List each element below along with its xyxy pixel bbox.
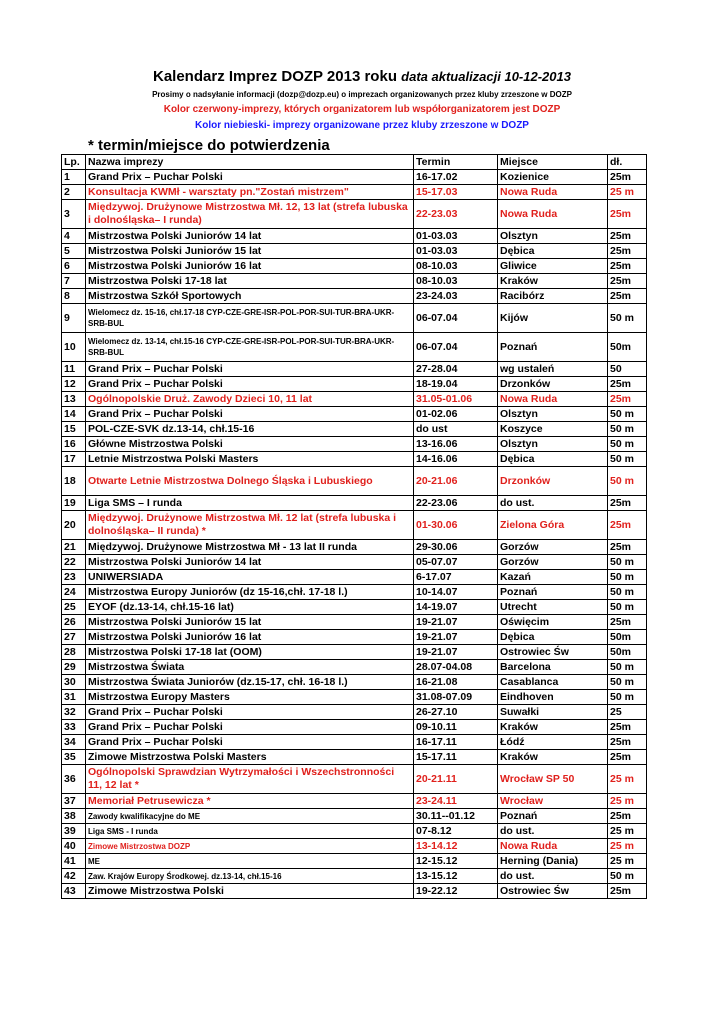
- cell-date: 22-23.06: [414, 496, 498, 511]
- cell-lp: 10: [62, 333, 86, 362]
- cell-date: 26-27.10: [414, 705, 498, 720]
- cell-name: Otwarte Letnie Mistrzostwa Dolnego Śląska i Lubuskiego: [86, 467, 414, 496]
- cell-date: 19-21.07: [414, 630, 498, 645]
- cell-lp: 9: [62, 304, 86, 333]
- cell-length: 25m: [608, 200, 647, 229]
- cell-lp: 24: [62, 585, 86, 600]
- cell-length: 50 m: [608, 869, 647, 884]
- cell-name: Mistrzostwa Polski Juniorów 15 lat: [86, 615, 414, 630]
- cell-name: Mistrzostwa Świata Juniorów (dz.15-17, chł. 16-18 l.): [86, 675, 414, 690]
- cell-length: 50 m: [608, 452, 647, 467]
- cell-date: 07-8.12: [414, 824, 498, 839]
- cell-name: EYOF (dz.13-14, chł.15-16 lat): [86, 600, 414, 615]
- cell-lp: 34: [62, 735, 86, 750]
- cell-length: 25 m: [608, 824, 647, 839]
- cell-date: do ust: [414, 422, 498, 437]
- cell-date: 14-16.06: [414, 452, 498, 467]
- cell-lp: 33: [62, 720, 86, 735]
- cell-place: Oświęcim: [498, 615, 608, 630]
- table-row: [62, 600, 647, 615]
- cell-name: Międzywoj. Drużynowe Mistrzostwa Mł. 12 lat (strefa lubuska i dolnośląska– II runda) *: [86, 511, 414, 540]
- cell-place: Nowa Ruda: [498, 392, 608, 407]
- table-row: [62, 720, 647, 735]
- cell-date: 27-28.04: [414, 362, 498, 377]
- cell-date: 16-21.08: [414, 675, 498, 690]
- cell-place: Nowa Ruda: [498, 185, 608, 200]
- cell-length: 50 m: [608, 570, 647, 585]
- table-row: [62, 304, 647, 333]
- table-row: [62, 570, 647, 585]
- table-row: [62, 645, 647, 660]
- cell-place: Utrecht: [498, 600, 608, 615]
- cell-length: 50 m: [608, 690, 647, 705]
- cell-place: Olsztyn: [498, 229, 608, 244]
- cell-name: Wielomecz dz. 13-14, chł.15-16 CYP-CZE-GRE-ISR-POL-POR-SUI-TUR-BRA-UKR-SRB-BUL: [86, 333, 414, 362]
- cell-name: Konsultacja KWMł - warsztaty pn."Zostań mistrzem": [86, 185, 414, 200]
- cell-lp: 20: [62, 511, 86, 540]
- cell-length: 25m: [608, 540, 647, 555]
- cell-name: UNIWERSIADA: [86, 570, 414, 585]
- table-row: [62, 794, 647, 809]
- table-row: [62, 511, 647, 540]
- cell-lp: 23: [62, 570, 86, 585]
- table-row: [62, 585, 647, 600]
- table-row: [62, 839, 647, 854]
- cell-name: Międzywoj. Drużynowe Mistrzostwa Mł - 13 lat II runda: [86, 540, 414, 555]
- cell-place: Kraków: [498, 720, 608, 735]
- cell-date: 28.07-04.08: [414, 660, 498, 675]
- cell-name: ME: [86, 854, 414, 869]
- cell-length: 50m: [608, 645, 647, 660]
- cell-length: 50 m: [608, 555, 647, 570]
- cell-place: Wrocław: [498, 794, 608, 809]
- cell-place: do ust.: [498, 869, 608, 884]
- cell-date: 22-23.03: [414, 200, 498, 229]
- cell-name: Mistrzostwa Polski Juniorów 14 lat: [86, 229, 414, 244]
- cell-length: 50 m: [608, 407, 647, 422]
- cell-name: Zawody kwalifikacyjne do ME: [86, 809, 414, 824]
- cell-length: 50m: [608, 333, 647, 362]
- cell-lp: 21: [62, 540, 86, 555]
- cell-lp: 29: [62, 660, 86, 675]
- cell-name: Zimowe Mistrzostwa Polski: [86, 884, 414, 899]
- table-row: [62, 690, 647, 705]
- cell-lp: 16: [62, 437, 86, 452]
- table-row: [62, 750, 647, 765]
- cell-place: Gliwice: [498, 259, 608, 274]
- table-row: [62, 274, 647, 289]
- cell-date: 13-15.12: [414, 869, 498, 884]
- cell-name: Mistrzostwa Europy Masters: [86, 690, 414, 705]
- cell-date: 13-16.06: [414, 437, 498, 452]
- table-row: [62, 884, 647, 899]
- cell-name: Memoriał Petrusewicza *: [86, 794, 414, 809]
- table-row: [62, 496, 647, 511]
- cell-name: Grand Prix – Puchar Polski: [86, 720, 414, 735]
- cell-lp: 36: [62, 765, 86, 794]
- cell-name: Mistrzostwa Polski 17-18 lat (OOM): [86, 645, 414, 660]
- column-header-place: Miejsce: [498, 155, 608, 170]
- cell-name: Grand Prix – Puchar Polski: [86, 170, 414, 185]
- table-row: [62, 437, 647, 452]
- cell-lp: 40: [62, 839, 86, 854]
- cell-lp: 1: [62, 170, 86, 185]
- cell-name: Mistrzostwa Polski Juniorów 15 lat: [86, 244, 414, 259]
- table-row: [62, 824, 647, 839]
- cell-name: Grand Prix – Puchar Polski: [86, 362, 414, 377]
- cell-length: 25m: [608, 377, 647, 392]
- cell-date: 19-21.07: [414, 615, 498, 630]
- cell-name: Mistrzostwa Szkół Sportowych: [86, 289, 414, 304]
- cell-name: Mistrzostwa Świata: [86, 660, 414, 675]
- table-row: [62, 422, 647, 437]
- cell-place: Olsztyn: [498, 407, 608, 422]
- cell-place: Dębica: [498, 244, 608, 259]
- cell-place: Eindhoven: [498, 690, 608, 705]
- cell-length: 25m: [608, 289, 647, 304]
- cell-place: Olsztyn: [498, 437, 608, 452]
- table-row: [62, 244, 647, 259]
- cell-length: 25 m: [608, 185, 647, 200]
- cell-place: Gorzów: [498, 555, 608, 570]
- cell-length: 50 m: [608, 660, 647, 675]
- cell-length: 25m: [608, 615, 647, 630]
- cell-lp: 2: [62, 185, 86, 200]
- cell-length: 25m: [608, 496, 647, 511]
- cell-name: Mistrzostwa Polski Juniorów 16 lat: [86, 630, 414, 645]
- table-row: [62, 467, 647, 496]
- cell-length: 50 m: [608, 437, 647, 452]
- table-row: [62, 735, 647, 750]
- cell-lp: 27: [62, 630, 86, 645]
- cell-lp: 7: [62, 274, 86, 289]
- cell-name: Liga SMS – I runda: [86, 496, 414, 511]
- cell-lp: 11: [62, 362, 86, 377]
- cell-lp: 39: [62, 824, 86, 839]
- column-header-date: Termin: [414, 155, 498, 170]
- table-row: [62, 289, 647, 304]
- cell-lp: 38: [62, 809, 86, 824]
- cell-place: wg ustaleń: [498, 362, 608, 377]
- cell-place: Dębica: [498, 452, 608, 467]
- cell-lp: 3: [62, 200, 86, 229]
- cell-lp: 30: [62, 675, 86, 690]
- cell-date: 16-17.11: [414, 735, 498, 750]
- cell-length: 25m: [608, 274, 647, 289]
- column-header-length: dł.: [608, 155, 647, 170]
- cell-place: Drzonków: [498, 377, 608, 392]
- cell-name: Grand Prix – Puchar Polski: [86, 407, 414, 422]
- cell-lp: 35: [62, 750, 86, 765]
- cell-date: 15-17.03: [414, 185, 498, 200]
- table-row: [62, 377, 647, 392]
- cell-date: 01-30.06: [414, 511, 498, 540]
- cell-lp: 15: [62, 422, 86, 437]
- cell-name: Zimowe Mistrzostwa DOZP: [86, 839, 414, 854]
- cell-date: 31.05-01.06: [414, 392, 498, 407]
- cell-date: 08-10.03: [414, 274, 498, 289]
- cell-place: Zielona Góra: [498, 511, 608, 540]
- cell-date: 16-17.02: [414, 170, 498, 185]
- cell-lp: 41: [62, 854, 86, 869]
- cell-name: Grand Prix – Puchar Polski: [86, 735, 414, 750]
- cell-date: 09-10.11: [414, 720, 498, 735]
- table-row: [62, 452, 647, 467]
- cell-lp: 4: [62, 229, 86, 244]
- cell-name: Mistrzostwa Polski Juniorów 14 lat: [86, 555, 414, 570]
- cell-lp: 32: [62, 705, 86, 720]
- cell-lp: 19: [62, 496, 86, 511]
- cell-length: 50 m: [608, 675, 647, 690]
- cell-lp: 25: [62, 600, 86, 615]
- cell-place: Nowa Ruda: [498, 200, 608, 229]
- cell-lp: 5: [62, 244, 86, 259]
- cell-place: Łódź: [498, 735, 608, 750]
- cell-name: Zimowe Mistrzostwa Polski Masters: [86, 750, 414, 765]
- submission-note: Prosimy o nadsyłanie informacji (dozp@dozp.eu) o imprezach organizowanych przez kluby zrzeszone w DOZP: [152, 90, 572, 99]
- table-row: [62, 705, 647, 720]
- table-row: [62, 809, 647, 824]
- cell-name: Grand Prix – Puchar Polski: [86, 377, 414, 392]
- cell-place: Kraków: [498, 274, 608, 289]
- cell-date: 18-19.04: [414, 377, 498, 392]
- cell-length: 25: [608, 705, 647, 720]
- cell-name: POL-CZE-SVK dz.13-14, chł.15-16: [86, 422, 414, 437]
- table-row: [62, 362, 647, 377]
- cell-date: 30.11--01.12: [414, 809, 498, 824]
- table-row: [62, 765, 647, 794]
- cell-place: Kozienice: [498, 170, 608, 185]
- cell-lp: 17: [62, 452, 86, 467]
- cell-length: 50 m: [608, 600, 647, 615]
- table-row: [62, 185, 647, 200]
- cell-length: 25 m: [608, 794, 647, 809]
- cell-lp: 26: [62, 615, 86, 630]
- table-row: [62, 407, 647, 422]
- cell-lp: 42: [62, 869, 86, 884]
- cell-place: Dębica: [498, 630, 608, 645]
- table-row: [62, 660, 647, 675]
- cell-length: 25 m: [608, 839, 647, 854]
- cell-date: 19-22.12: [414, 884, 498, 899]
- page-title: Kalendarz Imprez DOZP 2013 roku data aktualizacji 10-12-2013: [153, 68, 571, 85]
- cell-length: 25m: [608, 884, 647, 899]
- table-row: [62, 869, 647, 884]
- red-color-legend: Kolor czerwony-imprezy, których organizatorem lub współorganizatorem jest DOZP: [163, 104, 561, 115]
- cell-name: Letnie Mistrzostwa Polski Masters: [86, 452, 414, 467]
- cell-date: 05-07.07: [414, 555, 498, 570]
- update-date: data aktualizacji 10-12-2013: [401, 69, 571, 84]
- cell-length: 25m: [608, 750, 647, 765]
- confirmation-note: * termin/miejsce do potwierdzenia: [88, 137, 330, 154]
- cell-place: Barcelona: [498, 660, 608, 675]
- cell-place: Kazań: [498, 570, 608, 585]
- cell-date: 20-21.06: [414, 467, 498, 496]
- cell-place: do ust.: [498, 496, 608, 511]
- table-row: [62, 170, 647, 185]
- cell-length: 25 m: [608, 854, 647, 869]
- cell-length: 50m: [608, 630, 647, 645]
- cell-length: 50: [608, 362, 647, 377]
- cell-lp: 14: [62, 407, 86, 422]
- table-row: [62, 200, 647, 229]
- cell-name: Grand Prix – Puchar Polski: [86, 705, 414, 720]
- cell-length: 25m: [608, 244, 647, 259]
- cell-date: 10-14.07: [414, 585, 498, 600]
- table-row: [62, 392, 647, 407]
- cell-length: 25m: [608, 170, 647, 185]
- cell-date: 23-24.03: [414, 289, 498, 304]
- cell-place: Wrocław SP 50: [498, 765, 608, 794]
- cell-lp: 8: [62, 289, 86, 304]
- cell-date: 29-30.06: [414, 540, 498, 555]
- cell-name: Międzywoj. Drużynowe Mistrzostwa Mł. 12, 13 lat (strefa lubuska i dolnośląska– I runda): [86, 200, 414, 229]
- table-row: [62, 854, 647, 869]
- cell-length: 25 m: [608, 765, 647, 794]
- cell-date: 6-17.07: [414, 570, 498, 585]
- cell-place: Gorzów: [498, 540, 608, 555]
- cell-place: Ostrowiec Św: [498, 645, 608, 660]
- cell-name: Liga SMS - I runda: [86, 824, 414, 839]
- cell-place: Suwałki: [498, 705, 608, 720]
- cell-length: 25m: [608, 392, 647, 407]
- cell-lp: 37: [62, 794, 86, 809]
- cell-date: 23-24.11: [414, 794, 498, 809]
- cell-date: 19-21.07: [414, 645, 498, 660]
- table-header-row: [62, 155, 647, 170]
- cell-place: Drzonków: [498, 467, 608, 496]
- cell-date: 06-07.04: [414, 333, 498, 362]
- table-row: [62, 540, 647, 555]
- cell-date: 14-19.07: [414, 600, 498, 615]
- cell-length: 25m: [608, 259, 647, 274]
- cell-lp: 18: [62, 467, 86, 496]
- cell-lp: 12: [62, 377, 86, 392]
- table-row: [62, 615, 647, 630]
- cell-date: 01-03.03: [414, 244, 498, 259]
- cell-name: Zaw. Krajów Europy Środkowej. dz.13-14, chł.15-16: [86, 869, 414, 884]
- column-header-lp: Lp.: [62, 155, 86, 170]
- cell-length: 25m: [608, 511, 647, 540]
- table-row: [62, 259, 647, 274]
- cell-date: 01-03.03: [414, 229, 498, 244]
- cell-date: 13-14.12: [414, 839, 498, 854]
- cell-name: Ogólnopolskie Druż. Zawody Dzieci 10, 11 lat: [86, 392, 414, 407]
- cell-length: 25m: [608, 720, 647, 735]
- cell-place: Poznań: [498, 333, 608, 362]
- cell-name: Wielomecz dz. 15-16, chł.17-18 CYP-CZE-GRE-ISR-POL-POR-SUI-TUR-BRA-UKR-SRB-BUL: [86, 304, 414, 333]
- cell-name: Ogólnopolski Sprawdzian Wytrzymałości i Wszechstronności 11, 12 lat *: [86, 765, 414, 794]
- cell-length: 25m: [608, 229, 647, 244]
- cell-date: 31.08-07.09: [414, 690, 498, 705]
- cell-place: Kraków: [498, 750, 608, 765]
- cell-date: 12-15.12: [414, 854, 498, 869]
- column-header-name: Nazwa imprezy: [86, 155, 414, 170]
- cell-place: Koszyce: [498, 422, 608, 437]
- cell-lp: 43: [62, 884, 86, 899]
- cell-length: 50 m: [608, 467, 647, 496]
- cell-name: Mistrzostwa Polski Juniorów 16 lat: [86, 259, 414, 274]
- cell-place: Kijów: [498, 304, 608, 333]
- cell-length: 25m: [608, 735, 647, 750]
- cell-date: 20-21.11: [414, 765, 498, 794]
- cell-place: do ust.: [498, 824, 608, 839]
- cell-name: Mistrzostwa Polski 17-18 lat: [86, 274, 414, 289]
- cell-date: 01-02.06: [414, 407, 498, 422]
- cell-lp: 6: [62, 259, 86, 274]
- blue-color-legend: Kolor niebieski- imprezy organizowane przez kluby zrzeszone w DOZP: [195, 120, 529, 131]
- table-row: [62, 675, 647, 690]
- cell-place: Poznań: [498, 809, 608, 824]
- cell-name: Główne Mistrzostwa Polski: [86, 437, 414, 452]
- cell-length: 25m: [608, 809, 647, 824]
- cell-name: Mistrzostwa Europy Juniorów (dz 15-16,chł. 17-18 l.): [86, 585, 414, 600]
- table-row: [62, 333, 647, 362]
- table-row: [62, 229, 647, 244]
- cell-lp: 22: [62, 555, 86, 570]
- cell-length: 50 m: [608, 304, 647, 333]
- cell-lp: 31: [62, 690, 86, 705]
- cell-date: 08-10.03: [414, 259, 498, 274]
- cell-lp: 13: [62, 392, 86, 407]
- cell-length: 50 m: [608, 585, 647, 600]
- events-table: [61, 154, 647, 899]
- cell-place: Herning (Dania): [498, 854, 608, 869]
- cell-place: Poznań: [498, 585, 608, 600]
- cell-date: 15-17.11: [414, 750, 498, 765]
- cell-lp: 28: [62, 645, 86, 660]
- table-row: [62, 555, 647, 570]
- cell-length: 50 m: [608, 422, 647, 437]
- cell-place: Casablanca: [498, 675, 608, 690]
- cell-date: 06-07.04: [414, 304, 498, 333]
- table-row: [62, 630, 647, 645]
- cell-place: Racibórz: [498, 289, 608, 304]
- cell-place: Nowa Ruda: [498, 839, 608, 854]
- cell-place: Ostrowiec Św: [498, 884, 608, 899]
